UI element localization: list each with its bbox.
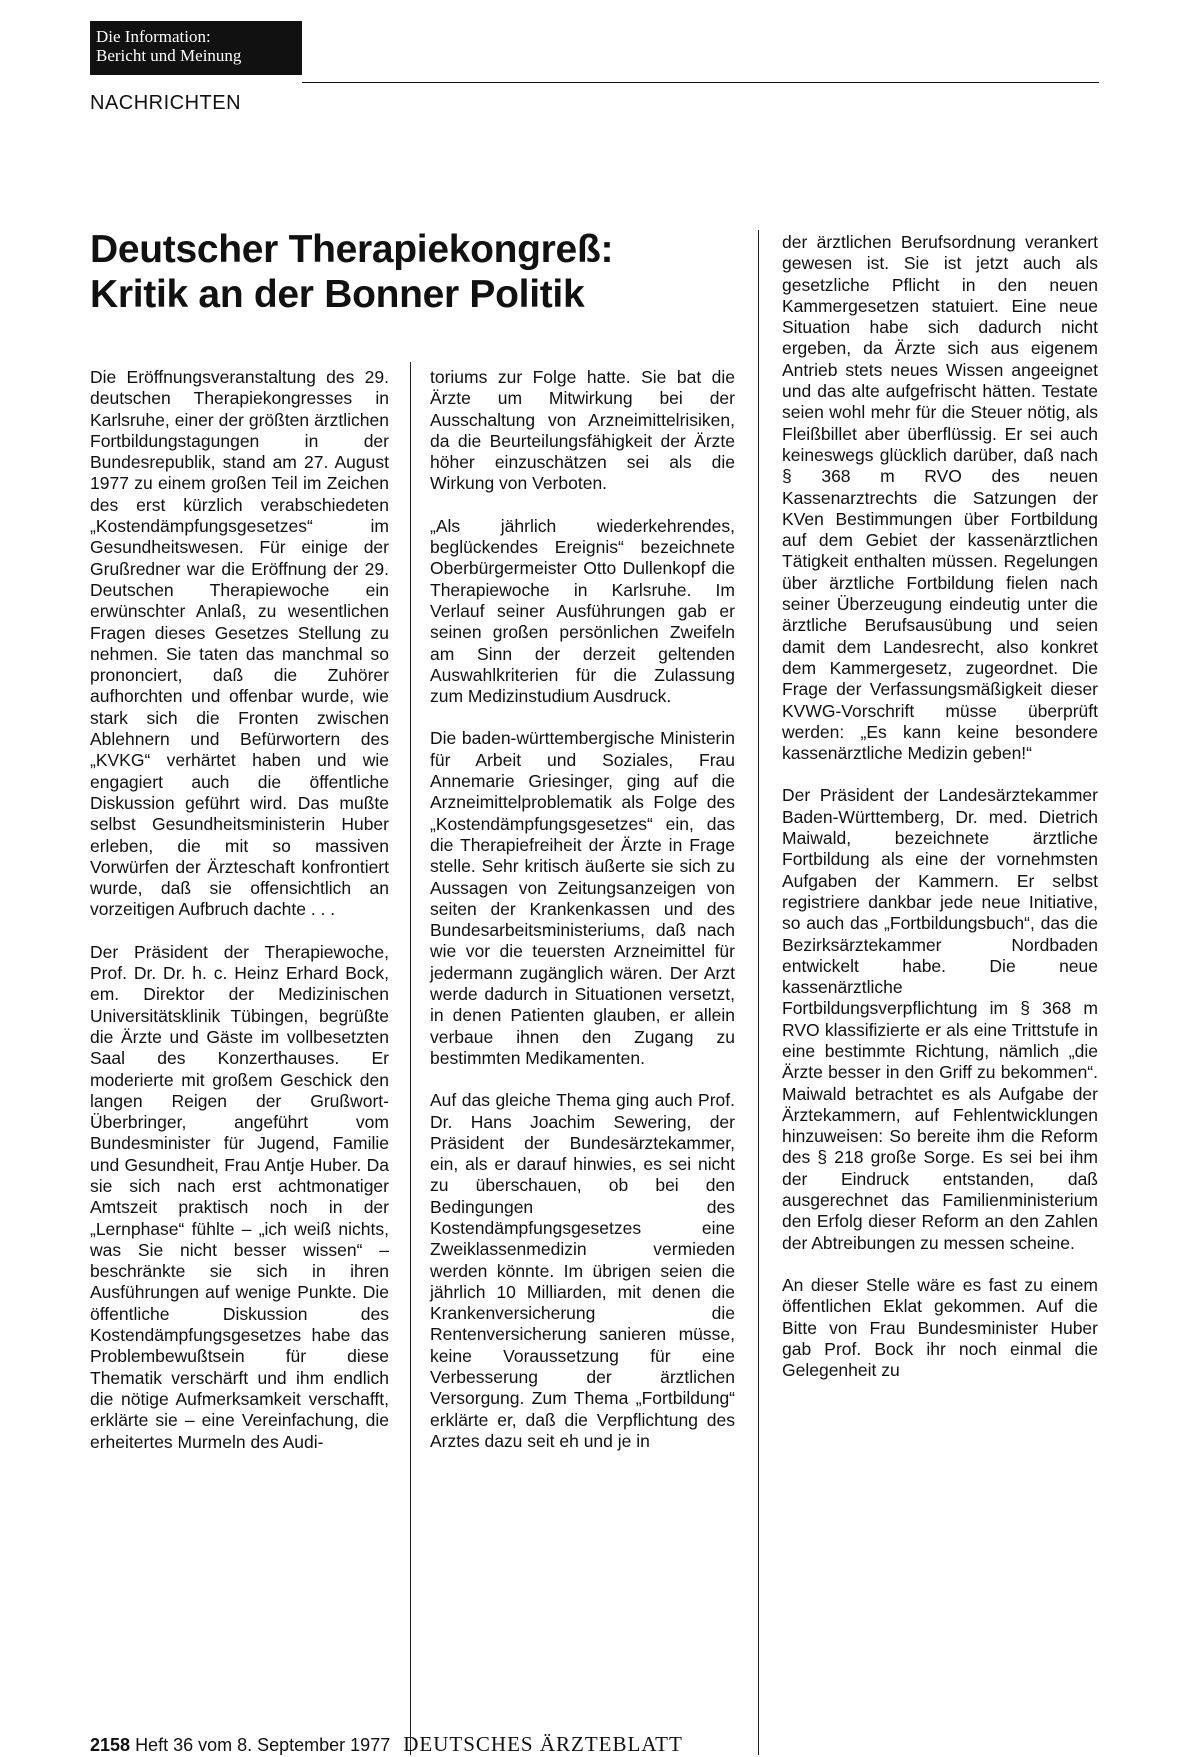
rubric-line-1: Die Information: [96,27,211,46]
paragraph: An dieser Stelle wäre es fast zu einem öffentlichen Eklat gekommen. Auf die Bitte von Frau Bundesminister Huber gab Prof. Bock ihr noch einmal die Gelegenheit zu [782,1274,1098,1381]
rubric-line-2: Bericht und Meinung [96,46,242,65]
paragraph: Die baden-württembergische Ministerin für Arbeit und Soziales, Frau Annemarie Griesinger, ging auf die Arzneimittelproblematik als Folge des „Kostendämpfungsgesetzes“ ein, das die Therapiefreiheit der Ärzte in Frage stelle. Sehr kritisch äußerte sie sich zu Aussagen von Zeitungsanzeigen von seiten der Krankenkassen und des Bundesarbeitsministeriums, daß nach wie vor die teuersten Arzneimittel für jedermann zugänglich wären. Der Arzt werde dadurch in Situationen versetzt, in denen Patienten glauben, er allein verbaue ihnen den Zugang zu bestimmten Medikamenten. [430,728,735,1068]
paragraph: Die Eröffnungsveranstaltung des 29. deutschen Therapiekongresses in Karlsruhe, einer der größten ärztlichen Fortbildungstagungen in der Bundesrepublik, stand am 27. August 1977 zu einem großen Teil im Zeichen des erst kürzlich verabschiedeten „Kostendämpfungsgesetzes“ im Gesundheitswesen. Für einige der Grußredner war die Eröffnung der 29. Deutschen Therapiewoche ein erwünschter Anlaß, zu wesentlichen Fragen dieses Gesetzes Stellung zu nehmen. Sie taten das manchmal so prononciert, daß die Zuhörer aufhorchten und offenbar wurde, wie stark sich die Fronten zwischen Ablehnern und Befürwortern des „KVKG“ verhärtet haben und wie engagiert auch die öffentliche Diskussion geführt wird. Das mußte selbst Gesundheitsministerin Huber erleben, die mit so massiven Vorwürfen der Ärzteschaft konfrontiert wurde, daß sie offensichtlich an vorzeitigen Aufbruch dachte . . . [90,367,389,920]
paragraph: der ärztlichen Berufsordnung verankert gewesen ist. Sie ist jetzt auch als gesetzliche Pflicht in den neuen Kammergesetzen statuiert. Eine neue Situation habe sich dadurch nicht ergeben, da Ärzte sich aus eigenem Antrieb stets neues Wissen angeeignet und das alte aufgefrischt hätten. Testate seien wohl mehr für die Steuer nötig, als Fleißbillet aber überflüssig. Er sei auch keineswegs glücklich darüber, daß nach § 368 m RVO des neuen Kassenarztrechts die Satzungen der KVen Bestimmungen über Fortbildung auf dem Gebiet der kassenärztlichen Tätigkeit enthalten müssen. Regelungen über ärztliche Fortbildung fielen nach seiner Überzeugung eindeutig unter die ärztliche Berufsausübung und seien damit dem Landesrecht, also konkret dem Kammergesetz, zugeordnet. Die Frage der Verfassungsmäßigkeit dieser KVWG-Vorschrift müsse überprüft werden: „Es kann keine besondere kassenärztliche Medizin geben!“ [782,232,1098,764]
rubric-badge [90,21,302,75]
paragraph: Auf das gleiche Thema ging auch Prof. Dr. Hans Joachim Sewering, der Präsident der Bundesärztekammer, ein, als er darauf hinwies, es sei nicht zu überschauen, ob bei den Bedingungen des Kostendämpfungsgesetzes eine Zweiklassenmedizin vermieden werden könnte. Im übrigen seien die jährlich 10 Milliarden, mit denen die Krankenversicherung die Rentenversicherung sanieren müsse, keine Voraussetzung für eine Verbesserung der ärztlichen Versorgung. Zum Thema „Fortbildung“ erklärte er, daß die Verpflichtung des Arztes dazu seit eh und je in [430,1090,735,1451]
headline-line-2: Kritik an der Bonner Politik [90,273,585,316]
text-column-2 [430,367,735,1473]
column-divider [410,362,411,1755]
paragraph: toriums zur Folge hatte. Sie bat die Ärzte um Mitwirkung bei der Ausschaltung von Arzneimittelrisiken, da die Beurteilungsfähigkeit der Ärzte höher einzuschätzen sei als die Wirkung von Verboten. [430,367,735,494]
section-label: NACHRICHTEN [90,92,242,114]
headline-line-1: Deutscher Therapiekongreß: [90,228,614,271]
text-column-3 [782,232,1098,1402]
page-footer [90,1732,683,1757]
header-rule [302,82,1099,83]
column-divider [758,230,759,1755]
page-number: 2158 [90,1735,131,1755]
paragraph: „Als jährlich wiederkehrendes, beglückendes Ereignis“ bezeichnete Oberbürgermeister Otto Dullenkopf die Therapiewoche in Karlsruhe. Im Verlauf seiner Ausführungen gab er seinen großen persönlichen Zweifeln am Sinn der derzeit geltenden Auswahlkriterien für die Zulassung zum Medizinstudium Ausdruck. [430,515,735,707]
paragraph: Der Präsident der Landesärztekammer Baden-Württemberg, Dr. med. Dietrich Maiwald, bezeichnete ärztliche Fortbildung als eine der vornehmsten Aufgaben der Kammern. Er selbst registriere dankbar jede neue Initiative, so auch das „Fortbildungsbuch“, das die Bezirksärztekammer Nordbaden entwickelt habe. Die neue kassenärztliche Fortbildungsverpflichtung im § 368 m RVO klassifizierte er als eine Trittstufe in eine bestimmte Richtung, nämlich „die Ärzte besser in den Griff zu bekommen“. Maiwald betrachtet es als Aufgabe der Ärztekammern, auf Fehlentwicklungen hinzuweisen: So bereite ihm die Reform des § 218 große Sorge. Es sei bei ihm der Eindruck entstanden, daß ausgerechnet das Familienministerium den Erfolg dieser Reform an den Zahlen der Abtreibungen zu messen scheine. [782,785,1098,1253]
issue-info: Heft 36 vom 8. September 1977 [135,1735,391,1755]
article-headline [90,227,650,317]
journal-name: DEUTSCHES ÄRZTEBLATT [403,1732,683,1756]
text-column-1 [90,367,389,1474]
paragraph: Der Präsident der Therapiewoche, Prof. Dr. Dr. h. c. Heinz Erhard Bock, em. Direktor der Medizinischen Universitätsklinik Tübingen, begrüßte die Ärzte und Gäste im vollbesetzten Saal des Konzerthauses. Er moderierte mit großem Geschick den langen Reigen der Grußwort-Überbringer, angeführt vom Bundesminister für Jugend, Familie und Gesundheit, Frau Antje Huber. Da sie sich nach erst achtmonatiger Amtszeit praktisch noch in der „Lernphase“ fühlte – „ich weiß nichts, was Sie nicht besser wissen“ – beschränkte sie sich in ihren Ausführungen auf wenige Punkte. Die öffentliche Diskussion des Kostendämpfungsgesetzes habe das Problembewußtsein für diese Thematik verschärft und ihm endlich die nötige Aufmerksamkeit verschafft, erklärte sie – eine Vereinfachung, die erheitertes Murmeln des Audi- [90,941,389,1452]
